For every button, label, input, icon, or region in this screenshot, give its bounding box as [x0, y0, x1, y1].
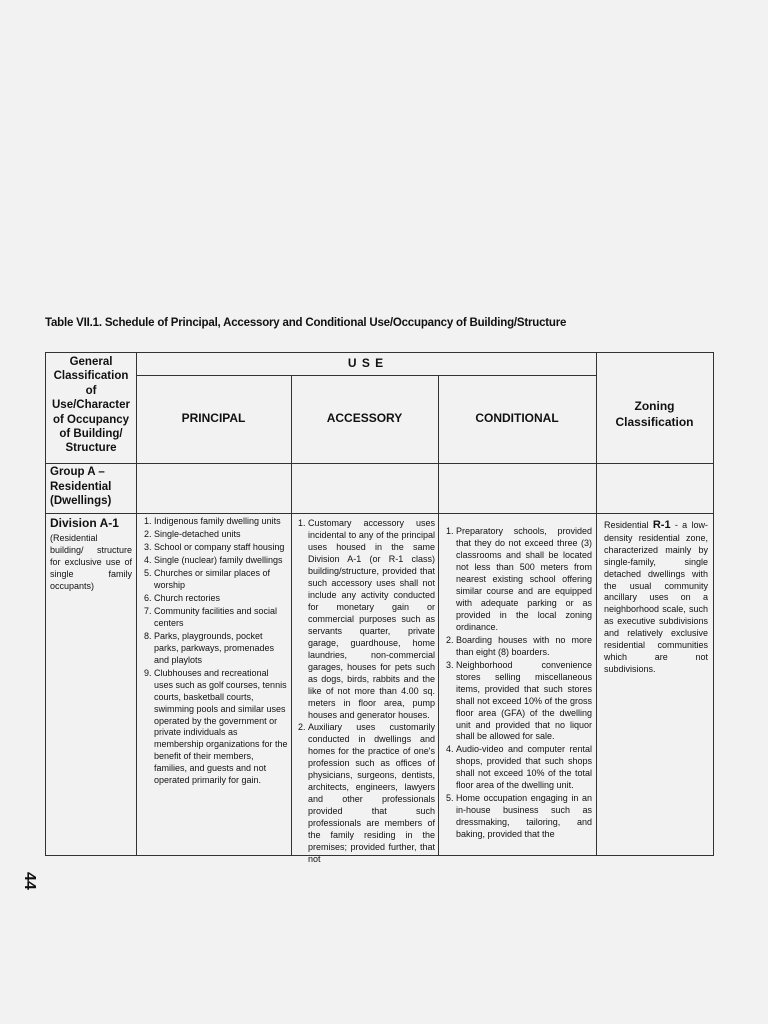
header-use: U S E [347, 356, 385, 370]
header-principal: PRINCIPAL [181, 411, 246, 425]
list-item: 4. Audio-video and computer rental shops, provided that such shops shall not exceed 10% of the total floor area of the dwelling unit. [456, 744, 592, 792]
list-item: 1. Indigenous family dwelling units [154, 516, 288, 528]
division-name: Division A-1 [50, 516, 119, 530]
header-conditional: CONDITIONAL [475, 411, 559, 425]
list-item: 5. Home occupation engaging in an in-house business such as dressmaking, tailoring, and baking, provided that the [456, 793, 592, 841]
group-a-label: Group A – Residential (Dwellings) [50, 466, 112, 508]
conditional-uses [442, 526, 592, 853]
principal-uses [140, 516, 288, 788]
list-item: 2. Boarding houses with no more than eight (8) boarders. [456, 635, 592, 659]
list-item: 4. Single (nuclear) family dwellings [154, 555, 288, 567]
list-item: 3. Neighborhood convenience stores selling miscellaneous items, provided that such stores shall not exceed 10% of the gross floor area (GFA) of the dwelling unit and provided that no liquor shall be allowed for sale. [456, 660, 592, 744]
list-item: 8. Parks, playgrounds, pocket parks, parkways, promenades and playlots [154, 631, 288, 667]
list-item: 5. Churches or similar places of worship [154, 568, 288, 592]
zoning-text: - a low-density residential zone, characterized mainly by single-family, single detached dwellings with the usual community ancillary uses on a neighborhood scale, such as executive subdivisions and relatively exclusive residential communities which are not subdivisions. [604, 520, 708, 675]
list-item: 2. Single-detached units [154, 529, 288, 541]
list-item: 2. Auxiliary uses customarily conducted in dwellings and homes for the practice of one's profession such as offices of physicians, surgeons, dentists, architects, engineers, lawyers and other professionals provided that such professionals are members of the family residing in the premises; provided further, that not [308, 722, 435, 866]
header-accessory: ACCESSORY [326, 411, 403, 425]
zoning-prefix: Residential [604, 520, 653, 530]
accessory-uses [294, 518, 435, 865]
header-general-classification: General Classification of Use/Character of Occupancy of Building/ Structure [52, 356, 130, 455]
zoning-description [604, 518, 708, 676]
list-item: 1. Preparatory schools, provided that they do not exceed three (3) classrooms and shall be located not less than 500 meters from nearest existing school offering similar course and are equipped with adequate parking or as provided in the local zoning ordinance. [456, 526, 592, 634]
use-schedule-table [45, 352, 714, 865]
page-number: 44 [21, 872, 38, 890]
list-item: 1. Customary accessory uses incidental to any of the principal uses housed in the same Division A-1 (or R-1 class) building/structure, provided that such accessory uses shall not include any activity conducted for monetary gain or commercial purposes such as servants quarter, private garage, guardhouse, home laundries, non-commercial garages, houses for pets such as dogs, birds, rabbits and the like of not more than 4.00 sq. meters in floor area, pump houses and generator houses. [308, 518, 435, 721]
list-item: 7. Community facilities and social centers [154, 606, 288, 630]
list-item: 6. Church rectories [154, 593, 288, 605]
list-item: 3. School or company staff housing [154, 542, 288, 554]
header-zoning-classification: Zoning Classification [615, 399, 694, 429]
division-description: (Residential building/ structure for exclusive use of single family occupants) [50, 532, 132, 591]
table-title: Table VII.1. Schedule of Principal, Accessory and Conditional Use/Occupancy of Building/Structure [45, 317, 567, 329]
list-item: 9. Clubhouses and recreational uses such as golf courses, tennis courts, basketball courts, swimming pools and similar uses operated by the government or private individuals as membership organizations for the benefit of their members, families, and guests and not operated primarily for gain. [154, 668, 288, 788]
division-cell [50, 516, 132, 593]
zoning-code: R-1 [652, 519, 671, 531]
